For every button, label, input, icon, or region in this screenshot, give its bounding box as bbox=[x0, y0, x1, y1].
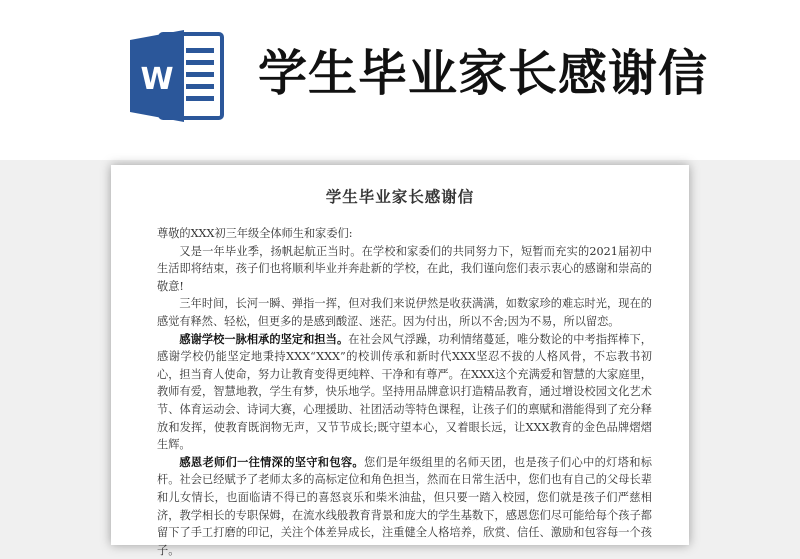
document-page bbox=[111, 165, 689, 557]
word-doc-icon bbox=[128, 28, 228, 124]
salutation: 尊敬的XXX初三年级全体师生和家委们: bbox=[157, 227, 353, 240]
paragraph-2: 三年时间，长河一瞬、弹指一挥，但对我们来说伊然是收获满满，如数家珍的难忘时光，现在的感觉有释然、轻松，但更多的是感到酸涩、迷茫。因为付出，所以不舍;因为不易，所以留恋。 bbox=[157, 297, 652, 328]
document-title: 学生毕业家长感谢信 bbox=[325, 187, 475, 206]
svg-text:W: W bbox=[140, 62, 174, 97]
paragraph-4-text: 您们是年级组里的名师天团，也是孩子们心中的灯塔和标杆。社会已经赋予了老师太多的高标定位和角色担当，然而在日常生活中，您们也有自己的父母长辈和儿女情长，也面临请不得已的喜怒哀乐和柴米油盐，但只要一踏入校园，您们就是孩子们严慈相济，教学相长的专职保姆，在流水线般教育背景和庞大的学生基数下，感恩您们尽可能给每个孩子都留下了手工打磨的印记，关注个体差异成长，注重健全人格培养，欣赏、信任、激励和包容每一个孩子。 bbox=[157, 455, 652, 557]
page-title: 学生毕业家长感谢信 bbox=[258, 45, 709, 102]
paragraph-4-lead: 感恩老师们一往情深的坚守和包容。 bbox=[179, 454, 364, 469]
header-banner bbox=[0, 0, 800, 160]
paragraph-3 bbox=[157, 331, 652, 454]
paragraph-4 bbox=[157, 454, 652, 559]
paragraph-3-lead: 感谢学校一脉相承的坚定和担当。 bbox=[179, 331, 349, 346]
document-body bbox=[157, 225, 652, 559]
paragraph-3-text: 在社会风气浮躁，功利情绪蔓延，唯分数论的中考指挥棒下，感谢学校仍能坚定地秉持XXX“XXX”的校训传承和新时代XXX坚忍不拔的人格风骨，不忘教书初心，担当育人使命，努力让教育变得更纯粹、干净和有尊严。在XXX这个充满爱和智慧的大家庭里，教师有爱，智慧地教，学生有梦，快乐地学。坚持用品牌意识打造精品教育，通过增设校园文化艺术节、体育运动会、诗词大赛，心理援助、社团活动等特色课程，让孩子们的禀赋和潜能得到了充分释放和发挥，使教育既润物无声，又节节成长;既守望本心，又着眼长远，让XXX教育的金色品牌熠熠生辉。 bbox=[157, 332, 652, 452]
paragraph-1: 又是一年毕业季，扬帆起航正当时。在学校和家委们的共同努力下，短暂而充实的2021届初中生活即将结束，孩子们也将顺利毕业并奔赴新的学校，在此，我们谨向您们表示衷心的感谢和崇高的敬意! bbox=[157, 244, 652, 293]
